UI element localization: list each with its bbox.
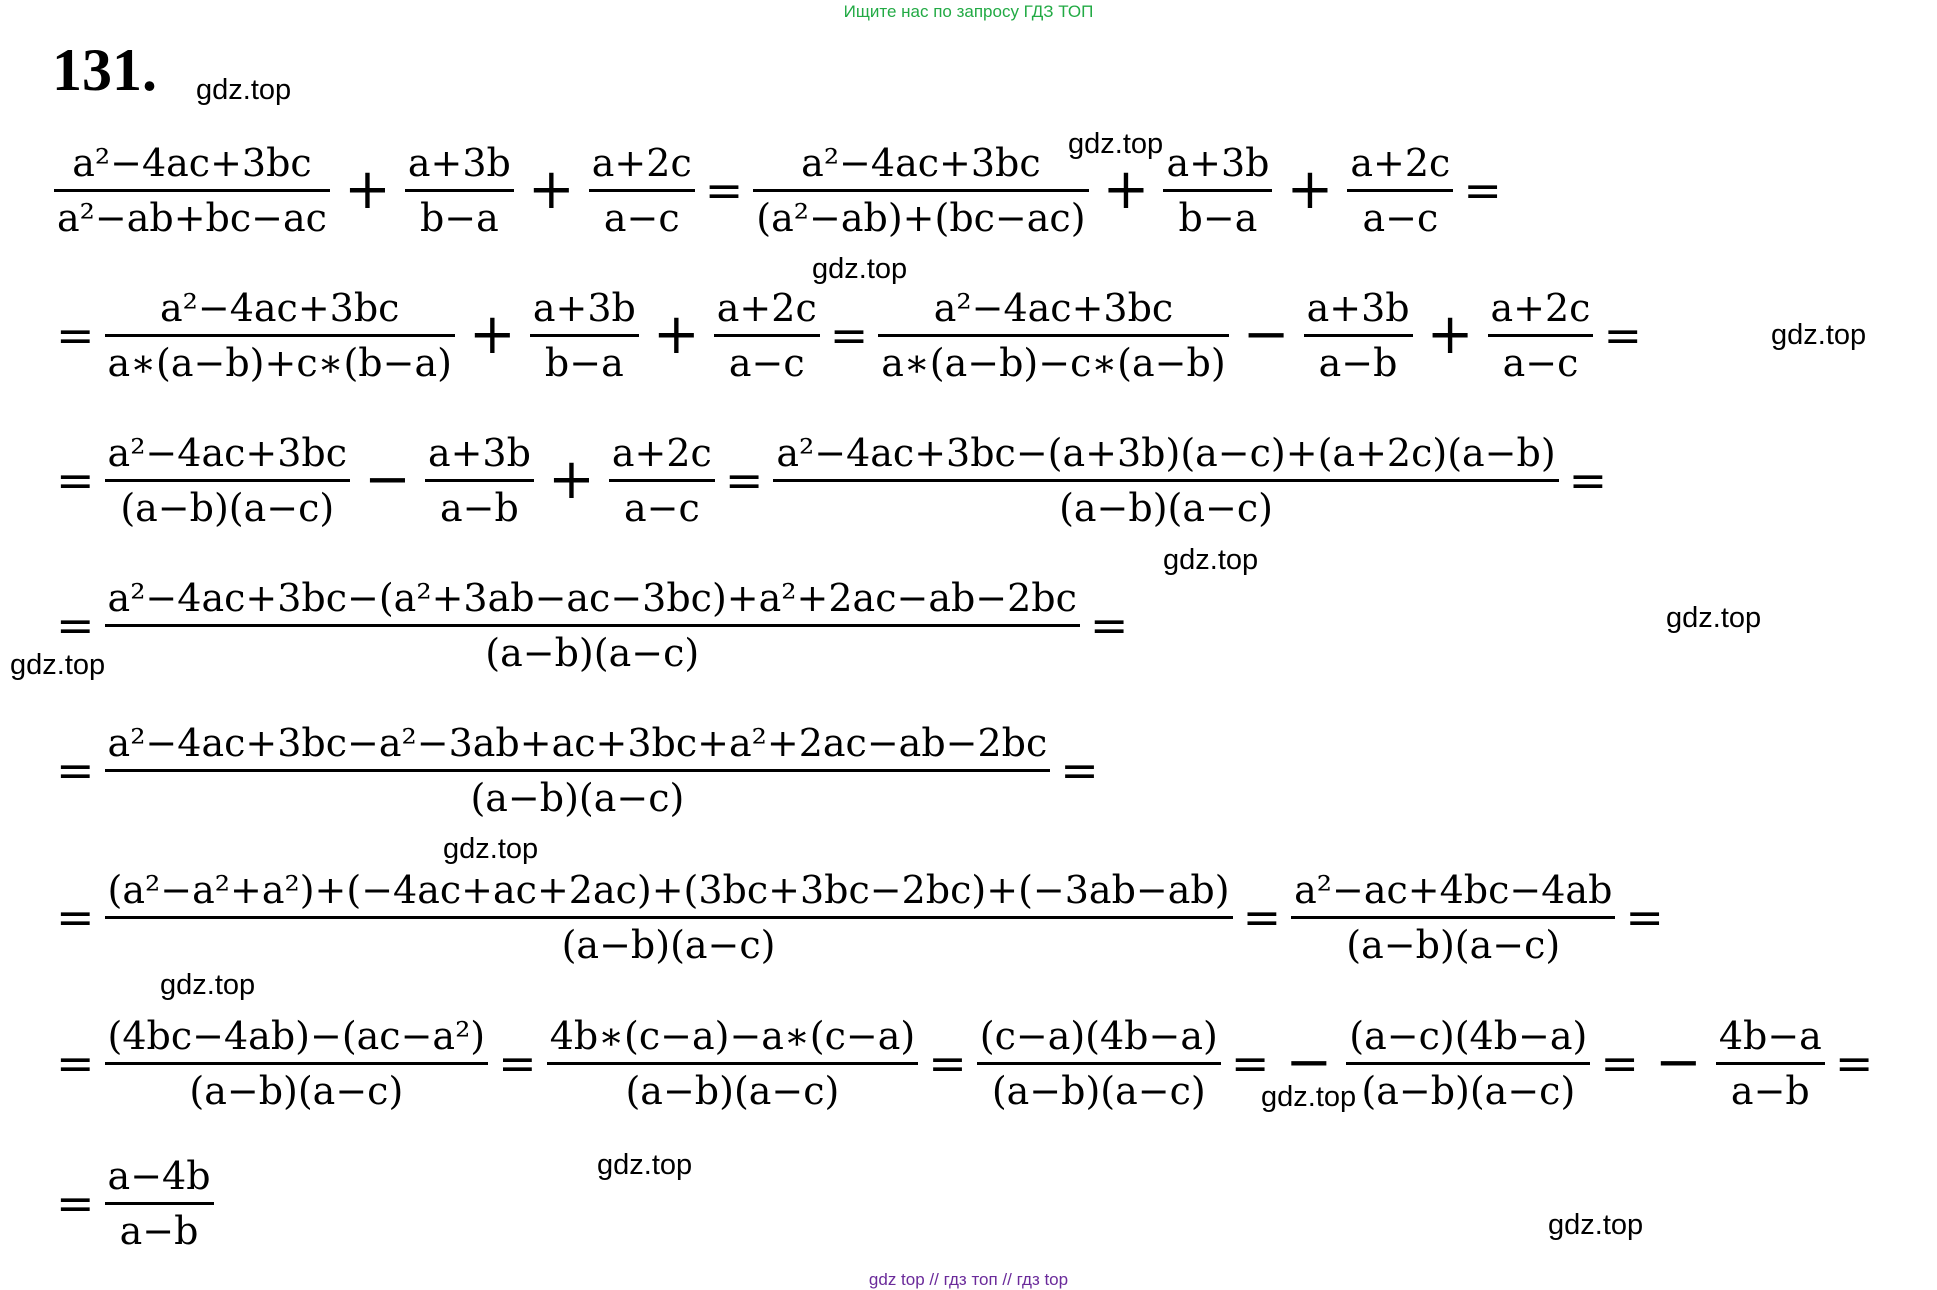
numerator: (a²−a²+a²)+(−4ac+ac+2ac)+(3bc+3bc−2bc)+(−3ab−ab) [107,867,1230,912]
equals-sign: = [1060,743,1099,797]
equation-line-6 [50,857,1670,977]
plus-sign: + [547,447,595,512]
equals-sign: = [829,308,869,362]
numerator: a²−4ac+3bc−(a+3b)(a−c)+(a+2c)(a−b) [776,430,1556,475]
numerator: a+3b [532,285,636,330]
numerator: (a−c)(4b−a) [1349,1013,1588,1058]
watermark: gdz.top [1666,602,1762,634]
fraction [425,427,534,534]
fraction [54,137,330,244]
fraction [105,1010,489,1117]
denominator: (a−b)(a−c) [1346,922,1561,967]
watermark: gdz.top [1548,1209,1644,1241]
denominator: (a−b)(a−c) [485,630,700,675]
equals-sign: = [498,1036,537,1090]
watermark: gdz.top [196,74,292,106]
equals-sign: = [56,1176,95,1230]
equals-sign: = [56,453,95,507]
equals-sign: = [1568,453,1608,507]
equals-sign: = [1600,1036,1639,1090]
watermark: gdz.top [160,969,256,1001]
fraction [105,864,1233,971]
fraction [1346,1010,1590,1117]
numerator: a²−ac+4bc−4ab [1294,867,1613,912]
equation-line-4 [50,565,1134,685]
denominator: b−a [544,340,624,385]
equals-sign: = [1230,1036,1270,1090]
fraction [1347,137,1453,244]
minus-sign: − [1285,1030,1333,1095]
equals-sign: = [704,163,744,217]
denominator: a−b [440,485,519,530]
equals-sign: = [56,308,95,362]
fraction [547,1010,919,1117]
numerator: a−4b [107,1153,211,1198]
equals-sign: = [1625,890,1664,944]
fraction [105,1150,214,1257]
denominator: (a−b)(a−c) [470,775,685,820]
numerator: a+3b [1306,285,1410,330]
numerator: a²−4ac+3bc [72,140,312,185]
watermark: gdz.top [1068,128,1164,160]
equals-sign: = [56,890,95,944]
equals-sign: = [56,1036,95,1090]
numerator: a+3b [1166,140,1270,185]
minus-sign: − [364,447,411,512]
denominator: a−c [1362,195,1439,240]
watermark: gdz.top [1771,319,1867,351]
plus-sign: + [652,302,700,367]
watermark: gdz.top [597,1149,693,1181]
denominator: a−b [1730,1068,1810,1113]
plus-sign: + [468,302,516,367]
numerator: a+3b [407,140,511,185]
fraction [753,137,1088,244]
fraction [105,717,1051,824]
fraction [589,137,695,244]
watermark: gdz.top [1261,1081,1357,1113]
numerator: a+2c [1490,285,1591,330]
denominator: b−a [1178,195,1258,240]
watermark: gdz.top [812,253,908,285]
equals-sign: = [1242,890,1282,944]
numerator: 4b−a [1718,1013,1822,1058]
numerator: a+2c [591,140,692,185]
denominator: (a²−ab)+(bc−ac) [756,195,1086,240]
denominator: (a−b)(a−c) [120,485,335,530]
watermark: gdz.top [1163,544,1259,576]
fraction [105,427,350,534]
denominator: a−b [119,1208,199,1253]
equals-sign: = [724,453,764,507]
fraction [530,282,639,389]
plus-sign: + [527,157,575,222]
denominator: a∗(a−b)−c∗(a−b) [881,340,1226,385]
fraction [773,427,1558,534]
fraction [105,572,1080,679]
denominator: (a−b)(a−c) [1059,485,1273,530]
numerator: a²−4ac+3bc [160,285,400,330]
fraction [1716,1010,1825,1117]
fraction [609,427,715,534]
denominator: a∗(a−b)+c∗(b−a) [107,340,452,385]
fraction [1488,282,1594,389]
numerator: a²−4ac+3bc [933,285,1174,330]
plus-sign: + [1286,157,1334,222]
equation-line-5 [50,710,1105,830]
fraction [1163,137,1272,244]
footer-links: gdz top // гдз топ // гдз top [868,1270,1069,1289]
denominator: a²−ab+bc−ac [57,195,327,240]
watermark: gdz.top [443,833,539,865]
fraction [878,282,1228,389]
equals-sign: = [1834,1036,1874,1090]
problem-number: 131. [52,37,157,103]
denominator: a−c [1502,340,1579,385]
numerator: a+2c [1350,140,1451,185]
numerator: a+3b [427,430,531,475]
equals-sign: = [1603,308,1643,362]
denominator: (a−b)(a−c) [1361,1068,1576,1113]
denominator: (a−b)(a−c) [561,922,776,967]
minus-sign: − [1242,302,1290,367]
equation-line-2 [50,275,1648,395]
numerator: (c−a)(4b−a) [979,1013,1218,1058]
equation-line-8 [50,1143,218,1263]
equals-sign: = [928,1036,967,1090]
fraction [714,282,820,389]
numerator: a+2c [611,430,712,475]
numerator: a²−4ac+3bc [107,430,348,475]
fraction [405,137,514,244]
fraction [105,282,455,389]
denominator: a−c [603,195,680,240]
denominator: a−b [1318,340,1398,385]
fraction [1304,282,1413,389]
numerator: (4bc−4ab)−(ac−a²) [107,1013,486,1058]
top-banner: Ищите нас по запросу ГДЗ ТОП [843,2,1094,21]
equation-line-3 [50,420,1613,540]
plus-sign: + [343,157,391,222]
equals-sign: = [56,743,95,797]
plus-sign: + [1426,302,1474,367]
numerator: 4b∗(c−a)−a∗(c−a) [549,1013,916,1058]
denominator: (a−b)(a−c) [189,1068,404,1113]
denominator: b−a [419,195,499,240]
plus-sign: + [1102,157,1150,222]
watermark: gdz.top [10,649,106,681]
equals-sign: = [56,598,95,652]
denominator: a−c [728,340,805,385]
minus-sign: − [1654,1030,1702,1095]
fraction [977,1010,1221,1117]
equals-sign: = [1463,163,1502,217]
numerator: a²−4ac+3bc [801,140,1041,185]
numerator: a²−4ac+3bc−(a²+3ab−ac−3bc)+a²+2ac−ab−2bc [107,575,1077,620]
denominator: (a−b)(a−c) [991,1068,1206,1113]
equation-line-7 [50,1003,1879,1123]
numerator: a+2c [716,285,817,330]
denominator: a−c [623,485,700,530]
fraction [1291,864,1615,971]
denominator: (a−b)(a−c) [625,1068,840,1113]
numerator: a²−4ac+3bc−a²−3ab+ac+3bc+a²+2ac−ab−2bc [107,720,1048,765]
equals-sign: = [1089,598,1129,652]
equation-line-1 [50,130,1508,250]
